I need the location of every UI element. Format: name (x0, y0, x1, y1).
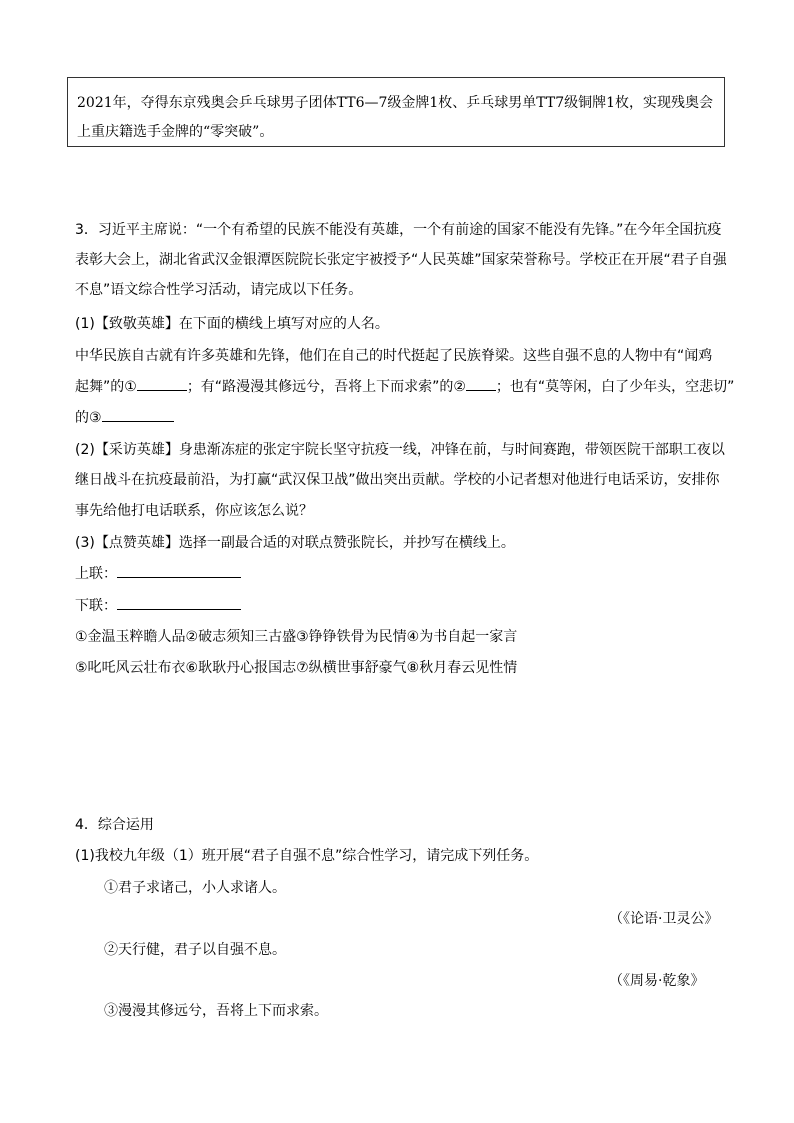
quote-3: ③漫漫其修远兮，吾将上下而求索。 (104, 1003, 328, 1019)
task2-line-1: (2)【采访英雄】身患渐冻症的张定宇院长坚守抗疫一线，冲锋在前，与时间赛跑，带领医院干部职工夜以 (75, 442, 725, 458)
task1-text-b: ；有“路漫漫其修远兮，吾将上下而求索”的② (186, 379, 466, 395)
box-line-1: 2021年，夺得东京残奥会乒乓球男子团体TT6—7级金牌1枚、乒乓球男单TT7级铜牌1枚，实现残奥会 (77, 95, 714, 111)
task1-text-a: 起舞”的① (75, 379, 137, 395)
q3-intro-line-1: 3．习近平主席说：“一个有希望的民族不能没有英雄，一个有前途的国家不能没有先锋。”在今年全国抗疫 (75, 222, 722, 238)
lower-couplet-label: 下联： (75, 598, 117, 614)
box-line-2: 上重庆籍选手金牌的“零突破”。 (77, 124, 274, 140)
source-2: （《周易·乾象》 (609, 973, 705, 989)
lower-couplet-row (75, 595, 241, 615)
task3-label: (3)【点赞英雄】选择一副最合适的对联点赞张院长，并抄写在横线上。 (75, 535, 515, 551)
answer-blank-3[interactable] (102, 420, 174, 422)
task1-line-2 (75, 376, 734, 396)
q4-task1: (1)我校九年级（1）班开展“君子自强不息”综合性学习，请完成下列任务。 (75, 848, 539, 864)
q3-intro-line-3: 不息”语文综合性学习活动，请完成以下任务。 (75, 282, 363, 298)
answer-blank-2[interactable] (466, 389, 496, 391)
source-1: （《论语·卫灵公》 (609, 911, 719, 927)
upper-couplet-label: 上联： (75, 566, 117, 582)
task2-line-3: 事先给他打电话联系，你应该怎么说？ (75, 503, 313, 519)
q4-title: 4．综合运用 (75, 817, 154, 833)
task1-text-c: ；也有“莫等闲，白了少年头，空悲切” (495, 379, 735, 395)
upper-couplet-blank[interactable] (117, 576, 241, 578)
task1-line-3 (75, 407, 174, 427)
upper-couplet-row (75, 563, 241, 583)
q3-intro-line-2: 表彰大会上，湖北省武汉金银潭医院院长张定宇被授予“人民英雄”国家荣誉称号。学校正在开展“君子自强 (75, 252, 727, 268)
couplet-options-1: ①金温玉粹瞻人品②破志须知三古盛③铮铮铁骨为民情④为书自起一家言 (75, 629, 518, 645)
couplet-options-2: ⑤叱吒风云壮布衣⑥耿耿丹心报国志⑦纵横世事舒豪气⑧秋月春云见性情 (75, 660, 518, 676)
quote-2: ②天行健，君子以自强不息。 (104, 942, 286, 958)
task1-line-1: 中华民族自古就有许多英雄和先锋，他们在自己的时代挺起了民族脊梁。这些自强不息的人物中有“闻鸡 (75, 348, 713, 364)
task2-line-2: 继日战斗在抗疫最前沿，为打赢“武汉保卫战”做出突出贡献。学校的小记者想对他进行电话采访，安排你 (75, 472, 720, 488)
task1-label: (1)【致敬英雄】在下面的横线上填写对应的人名。 (75, 316, 389, 332)
quote-1: ①君子求诸己，小人求诸人。 (104, 880, 286, 896)
info-box (67, 77, 725, 147)
answer-blank-1[interactable] (137, 389, 187, 391)
lower-couplet-blank[interactable] (117, 608, 241, 610)
task1-text-d: 的③ (75, 410, 102, 426)
